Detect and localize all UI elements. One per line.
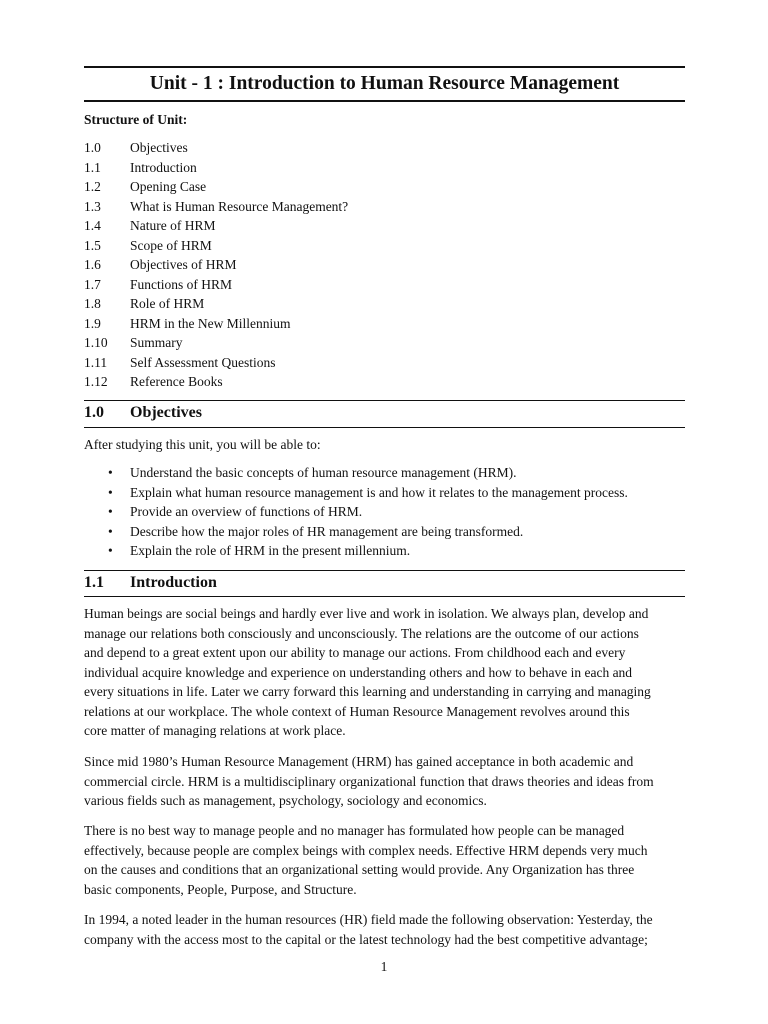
paragraph-line: on the causes and conditions that an organizational setting would provide. Any Organization has three: [84, 862, 635, 877]
bullet-icon: •: [108, 465, 113, 480]
paragraph-line: commercial circle. HRM is a multidisciplinary organizational function that draws theories and ideas from: [84, 773, 654, 789]
bullet-text: Explain the role of HRM in the present millennium.: [130, 543, 411, 558]
toc-item: [84, 372, 348, 392]
toc-number: 1.11: [84, 354, 108, 370]
bullet-icon: •: [108, 504, 113, 519]
bullet-text: Describe how the major roles of HR management are being transformed.: [130, 523, 524, 539]
bullet-icon: •: [108, 523, 113, 539]
paragraph-line: There is no best way to manage people and no manager has formulated how people can be managed: [84, 823, 625, 838]
section-title: Introduction: [130, 574, 217, 591]
toc-item: [84, 236, 348, 256]
paragraph-line: relations at our workplace. The whole context of Human Resource Management revolves around this: [84, 703, 630, 719]
paragraph-line: and depend to a great extent upon our ability to manage our actions. From childhood each and every: [84, 645, 626, 660]
bullet-icon: •: [108, 543, 113, 558]
objectives-heading: [84, 402, 202, 424]
list-item: [108, 502, 685, 522]
toc-number: 1.3: [84, 198, 101, 214]
toc-item: [84, 333, 348, 353]
paragraph-line: every situations in life. Later we carry forward this learning and understanding in carrying and managing: [84, 684, 651, 699]
objectives-intro: After studying this unit, you will be able to:: [84, 437, 321, 452]
introduction-top-rule: [84, 570, 685, 571]
toc-label: Scope of HRM: [130, 237, 212, 253]
toc-number: 1.7: [84, 276, 101, 292]
toc-item: [84, 216, 348, 236]
toc-label: Functions of HRM: [130, 276, 233, 292]
toc-label: Role of HRM: [130, 296, 205, 311]
toc-item: [84, 197, 348, 217]
bullet-icon: •: [108, 484, 113, 500]
title-bottom-rule: [84, 100, 685, 102]
toc-label: Objectives of HRM: [130, 257, 237, 272]
list-item: [108, 463, 685, 483]
toc-number: 1.1: [84, 159, 101, 175]
toc-label: HRM in the New Millennium: [130, 315, 291, 331]
introduction-paragraph-3: [84, 821, 685, 899]
toc-item: [84, 353, 348, 373]
introduction-paragraph-4: [84, 910, 685, 949]
paragraph-line: various fields such as management, psychology, sociology and economics.: [84, 793, 487, 808]
paragraph-line: manage our relations both consciously and unconsciously. The relations are the outcome of our actions: [84, 625, 639, 641]
introduction-paragraph-1: [84, 604, 685, 741]
bullet-text: Provide an overview of functions of HRM.: [130, 504, 363, 519]
toc-label: Reference Books: [130, 374, 223, 389]
section-title: Objectives: [130, 404, 202, 421]
toc-item: [84, 177, 348, 197]
toc-item: [84, 275, 348, 295]
toc-label: Opening Case: [130, 179, 207, 194]
toc-item: [84, 158, 348, 178]
toc-item: [84, 138, 348, 158]
paragraph-line: core matter of managing relations at work place.: [84, 723, 346, 738]
toc-number: 1.6: [84, 257, 101, 272]
unit-title: Unit - 1 : Introduction to Human Resource Management: [149, 73, 620, 94]
introduction-bottom-rule: [84, 596, 685, 597]
toc-label: Objectives: [130, 140, 188, 155]
section-number: 1.1: [84, 574, 104, 591]
objectives-top-rule: [84, 400, 685, 401]
toc-label: Nature of HRM: [130, 218, 216, 233]
objectives-list: [108, 463, 685, 561]
paragraph-line: individual acquire knowledge and experience on understanding others and how to behave in each and: [84, 664, 633, 680]
bullet-text: Understand the basic concepts of human resource management (HRM).: [130, 465, 517, 480]
bullet-text: Explain what human resource management is and how it relates to the management process.: [130, 484, 628, 500]
toc-number: 1.10: [84, 335, 108, 350]
toc-number: 1.2: [84, 179, 101, 194]
paragraph-line: In 1994, a noted leader in the human resources (HR) field made the following observation: Yesterday, the: [84, 912, 653, 927]
structure-heading: Structure of Unit:: [84, 112, 188, 127]
introduction-heading: [84, 572, 217, 594]
toc-number: 1.4: [84, 218, 101, 233]
toc-label: What is Human Resource Management?: [130, 198, 349, 214]
toc-number: 1.0: [84, 140, 101, 155]
section-number: 1.0: [84, 404, 104, 421]
paragraph-line: basic components, People, Purpose, and Structure.: [84, 881, 357, 897]
toc-item: [84, 294, 348, 314]
toc-number: 1.5: [84, 237, 101, 253]
list-item: [108, 522, 685, 542]
list-item: [108, 483, 685, 503]
toc-label: Introduction: [130, 159, 197, 175]
introduction-paragraph-2: [84, 752, 685, 811]
objectives-bottom-rule: [84, 427, 685, 428]
toc-number: 1.12: [84, 374, 108, 389]
page-number: 1: [380, 959, 388, 974]
table-of-contents: [84, 138, 348, 392]
paragraph-line: effectively, because people are complex beings with complex needs. Effective HRM depends very much: [84, 842, 648, 858]
list-item: [108, 541, 685, 561]
toc-number: 1.8: [84, 296, 101, 311]
title-top-rule: [84, 66, 685, 68]
paragraph-line: Since mid 1980’s Human Resource Management (HRM) has gained acceptance in both academic and: [84, 754, 634, 769]
toc-number: 1.9: [84, 315, 101, 331]
paragraph-line: Human beings are social beings and hardly ever live and work in isolation. We always plan, develop and: [84, 606, 649, 621]
toc-label: Self Assessment Questions: [130, 354, 276, 370]
toc-item: [84, 255, 348, 275]
toc-label: Summary: [130, 335, 183, 350]
paragraph-line: company with the access most to the capital or the latest technology had the best competitive advantage;: [84, 931, 648, 947]
toc-item: [84, 314, 348, 334]
